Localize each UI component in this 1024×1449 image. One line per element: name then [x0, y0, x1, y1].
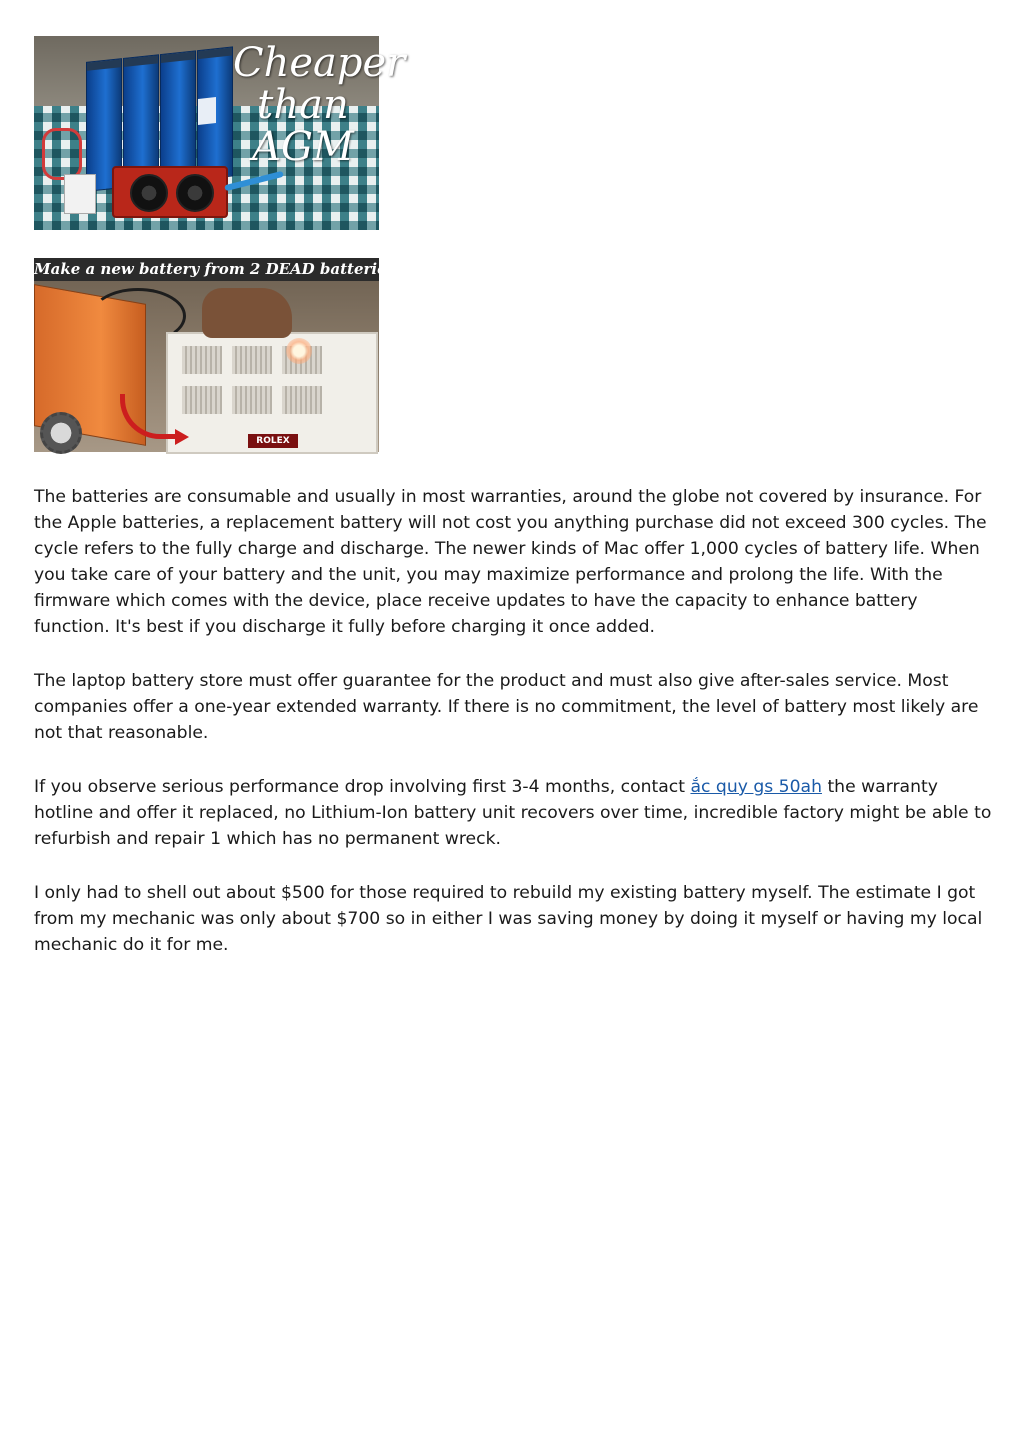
battery-meter — [64, 174, 96, 214]
overlay-line: Cheaper — [233, 40, 406, 86]
battery-plate — [182, 346, 222, 374]
battery-plate — [232, 386, 272, 414]
battery-plate — [282, 386, 322, 414]
battery-cell — [160, 50, 196, 184]
dead-batteries-image — [34, 258, 396, 452]
battery-plate — [232, 346, 272, 374]
article-body — [34, 484, 994, 958]
light-glow — [286, 338, 312, 364]
paragraph-text: If you observe serious performance drop involving first 3-4 months, contact — [34, 777, 691, 797]
paragraph — [34, 774, 994, 852]
fan-icon — [130, 174, 168, 212]
gear-icon — [40, 412, 82, 454]
battery-plate — [182, 386, 222, 414]
overlay-line: than — [257, 82, 349, 128]
overlay-line: AGM — [252, 124, 354, 170]
bms-board — [112, 166, 228, 218]
hands — [202, 288, 292, 338]
image-banner-text: Make a new battery from 2 DEAD batteries — [34, 258, 379, 281]
paragraph-text: the warranty hotline and offer it replaced, no Lithium-Ion battery unit recovers over time, incredible factory might be able to refurbish and repair 1 which has no permanent wreck. — [34, 777, 992, 849]
image-overlay-text — [233, 40, 406, 170]
red-wire — [42, 128, 82, 180]
battery-brand-label: ROLEX — [248, 434, 298, 448]
fan-icon — [176, 174, 214, 212]
paragraph: The batteries are consumable and usually in most warranties, around the globe not covered by insurance. For the Apple batteries, a replacement battery will not cost you anything purchase did not exceed 300 cycles. The cycle refers to the fully charge and discharge. The newer kinds of Mac offer 1,000 cycles of battery life. When you take care of your battery and the unit, you may maximize performance and prolong the life. With the firmware which comes with the device, place receive updates to have the capacity to enhance battery function. It's best if you discharge it fully before charging it once added. — [34, 487, 987, 637]
article — [34, 36, 994, 986]
paragraph: I only had to shell out about $500 for those required to rebuild my existing battery myself. The estimate I got from my mechanic was only about $700 so in either I was saving money by doing it myself or having my local mechanic do it for me. — [34, 883, 983, 955]
lifepo4-battery-image — [34, 36, 406, 230]
battery-link[interactable]: ắc quy gs 50ah — [690, 777, 822, 797]
cell-sticker — [198, 97, 216, 125]
paragraph: The laptop battery store must offer guarantee for the product and must also give after-sales service. Most companies offer a one-year extended warranty. If there is no commitment, the level of battery most likely are not that reasonable. — [34, 671, 979, 743]
